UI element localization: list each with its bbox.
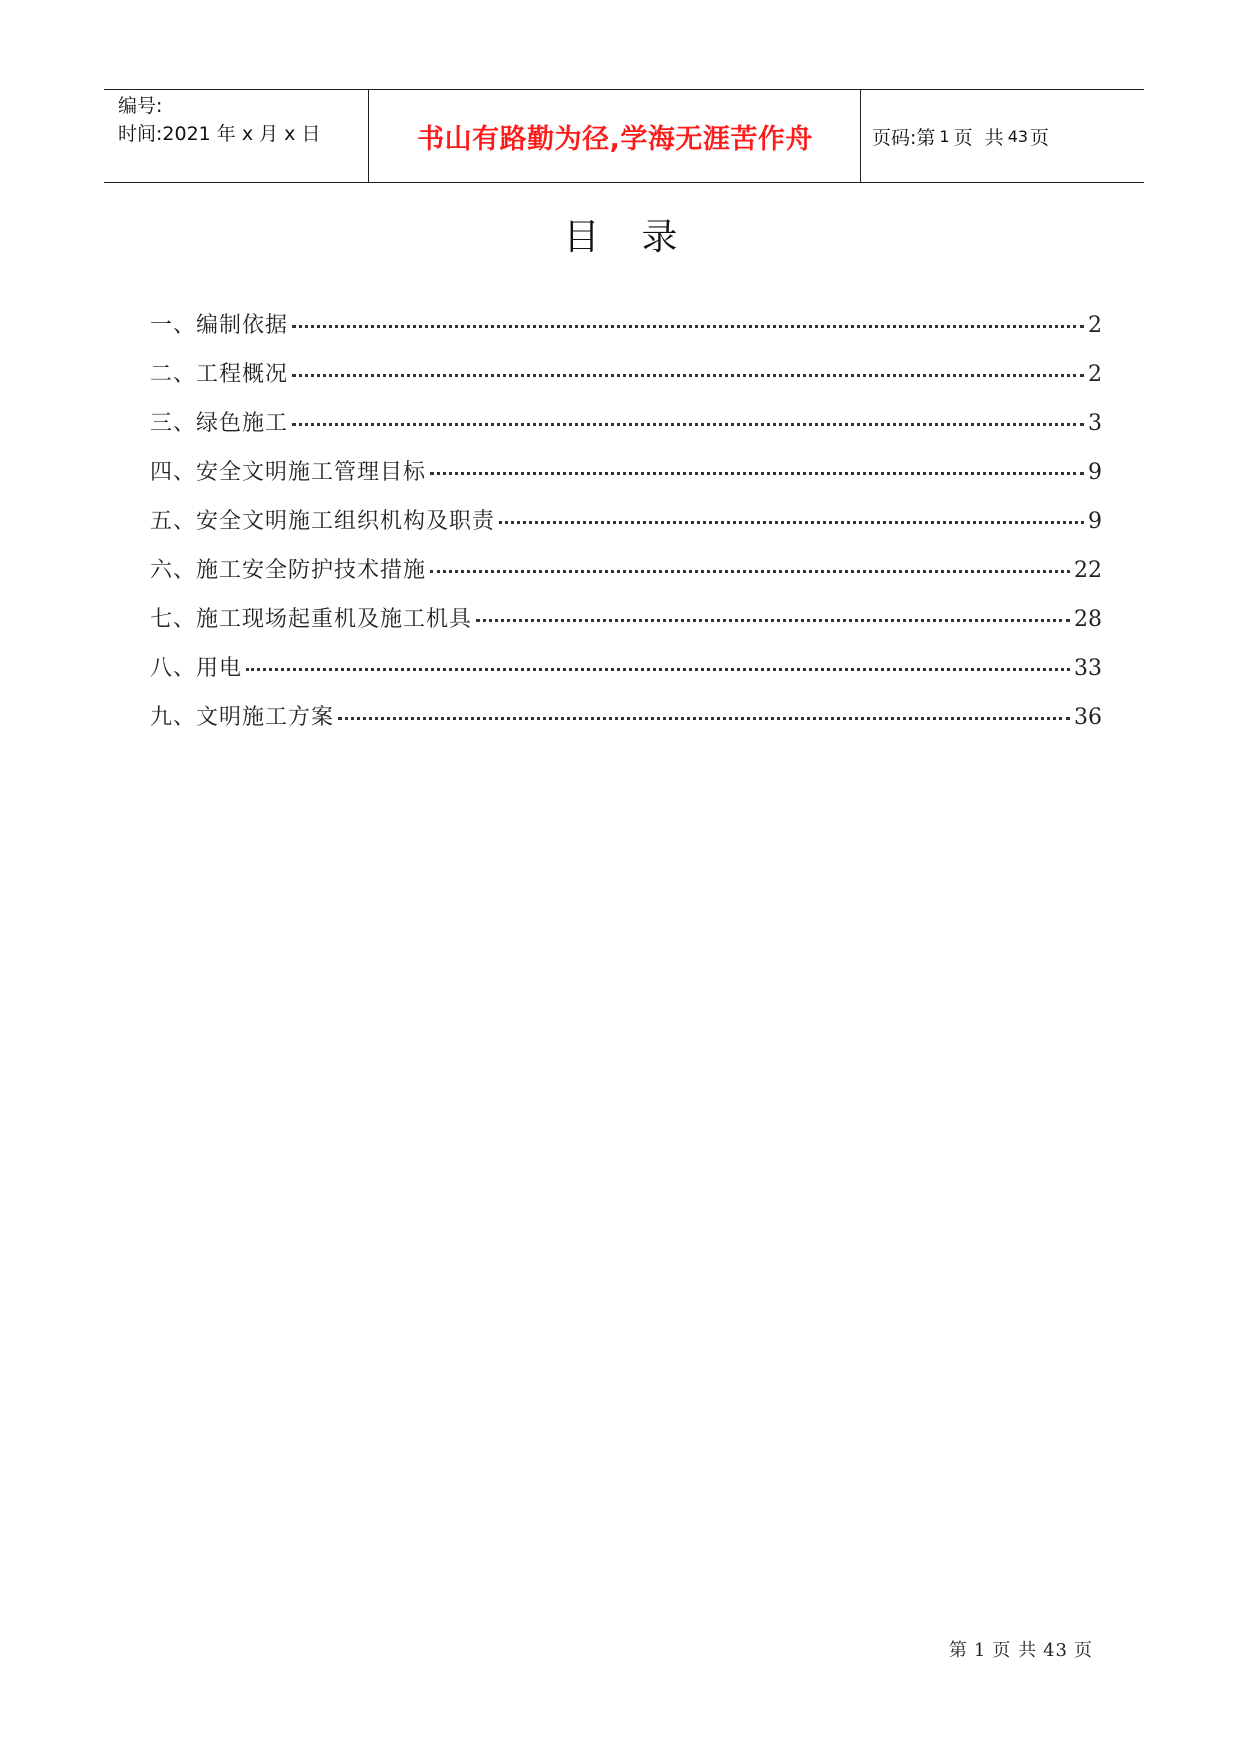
footer-total: 43 xyxy=(1043,1640,1068,1661)
document-number-label: 编号: xyxy=(118,95,163,117)
toc-dot-leader xyxy=(430,570,1070,573)
header-page-current: 1 xyxy=(939,126,950,146)
footer-suffix: 页 xyxy=(1074,1640,1093,1661)
toc-entry[interactable] xyxy=(150,406,1102,455)
toc-entry[interactable] xyxy=(150,553,1102,602)
toc-entry-label: 二、工程概况 xyxy=(150,362,289,387)
header-divider-right xyxy=(860,90,861,182)
header-meta xyxy=(118,92,368,148)
toc-dot-leader xyxy=(246,668,1070,671)
toc-dot-leader xyxy=(292,423,1084,426)
footer-mid: 页 共 xyxy=(992,1640,1038,1661)
header-page-total: 43 xyxy=(1007,126,1029,146)
toc-entry-label: 八、用电 xyxy=(150,656,243,681)
toc-entry-page-number: 33 xyxy=(1074,656,1102,681)
toc-entry-label: 七、施工现场起重机及施工机具 xyxy=(150,607,473,632)
toc-entry[interactable] xyxy=(150,504,1102,553)
footer-prefix: 第 xyxy=(948,1640,968,1661)
toc-dot-leader xyxy=(499,521,1084,524)
toc-entry[interactable] xyxy=(150,651,1102,700)
header-divider-left xyxy=(368,90,369,182)
toc-entry-label: 六、施工安全防护技术措施 xyxy=(150,558,427,583)
toc-dot-leader xyxy=(292,374,1084,377)
toc-list xyxy=(150,308,1102,749)
document-time-label: 时间:2021 年 x 月 x 日 xyxy=(118,123,321,145)
toc-dot-leader xyxy=(292,325,1084,328)
header-page-code xyxy=(872,90,1049,182)
toc-dot-leader xyxy=(430,472,1084,475)
toc-entry-page-number: 9 xyxy=(1088,460,1102,485)
toc-entry-page-number: 3 xyxy=(1088,411,1102,436)
toc-entry-page-number: 2 xyxy=(1088,362,1102,387)
toc-entry[interactable] xyxy=(150,308,1102,357)
header-motto: 书山有路勤为径,学海无涯苦作舟 xyxy=(417,123,813,155)
toc-title: 目录 xyxy=(563,217,720,258)
toc-dot-leader xyxy=(476,619,1070,622)
header-page-prefix: 页码:第 xyxy=(872,126,936,149)
document-header xyxy=(104,89,1144,183)
toc-entry[interactable] xyxy=(150,700,1102,749)
toc-entry-label: 四、安全文明施工管理目标 xyxy=(150,460,427,485)
toc-entry-page-number: 28 xyxy=(1074,607,1102,632)
toc-entry-label: 五、安全文明施工组织机构及职责 xyxy=(150,509,496,534)
toc-entry[interactable] xyxy=(150,455,1102,504)
toc-entry-page-number: 22 xyxy=(1074,558,1102,583)
toc-entry-page-number: 36 xyxy=(1074,705,1102,730)
toc-entry[interactable] xyxy=(150,602,1102,651)
toc-entry[interactable] xyxy=(150,357,1102,406)
toc-entry-label: 三、绿色施工 xyxy=(150,411,289,436)
header-page-mid: 页 共 xyxy=(953,126,1004,149)
page-footer xyxy=(949,1636,1099,1662)
toc-entry-label: 九、文明施工方案 xyxy=(150,705,335,730)
header-page-suffix: 页 xyxy=(1030,126,1050,149)
toc-entry-page-number: 9 xyxy=(1088,509,1102,534)
toc-entry-page-number: 2 xyxy=(1088,313,1102,338)
toc-entry-label: 一、编制依据 xyxy=(150,313,289,338)
toc-dot-leader xyxy=(338,717,1070,720)
footer-current: 1 xyxy=(973,1640,987,1661)
